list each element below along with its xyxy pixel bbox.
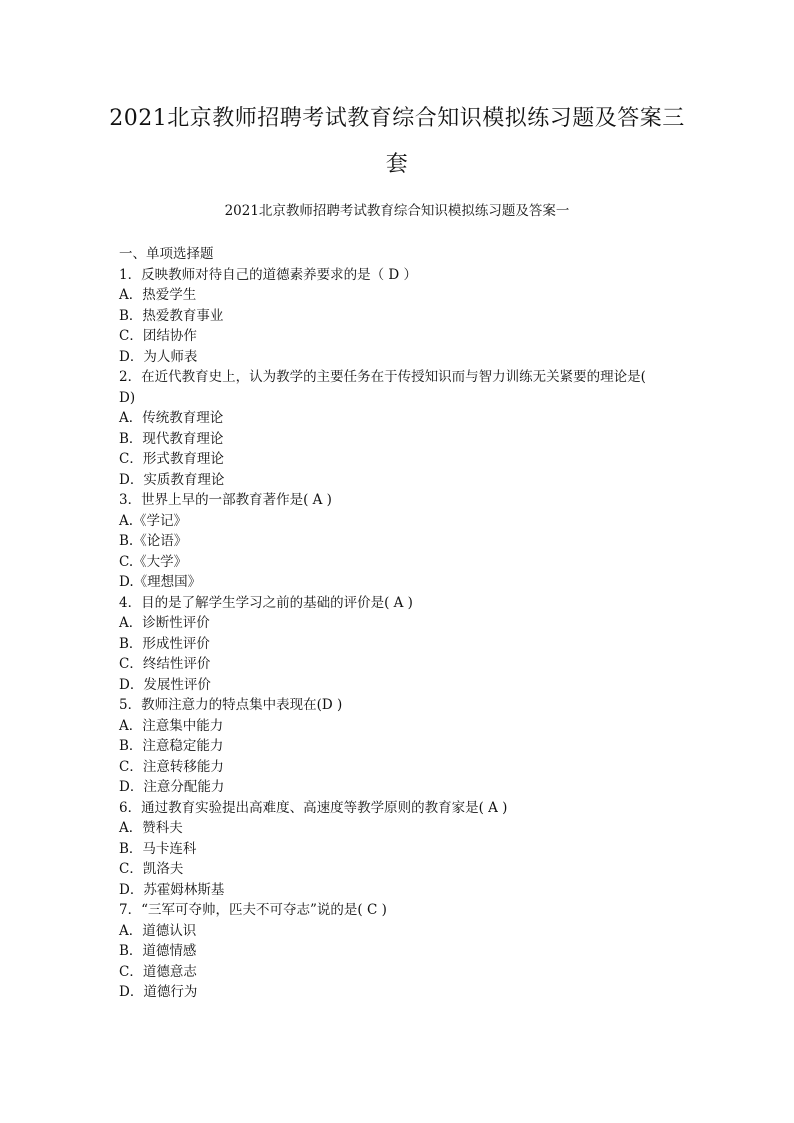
- text-line: B．道德情感: [119, 943, 197, 959]
- text-line: C．注意转移能力: [119, 758, 224, 775]
- text-line: B．现代教育理论: [119, 430, 224, 447]
- text-line: 4．目的是了解学生学习之前的基础的评价是( A ): [119, 594, 413, 611]
- text-line: D．道德行为: [119, 984, 198, 1000]
- text-line: A．赞科夫: [119, 820, 183, 836]
- text-line: B.《论语》: [119, 533, 188, 549]
- text-line: 5．教师注意力的特点集中表现在(D ): [119, 697, 343, 713]
- document-body: [119, 244, 679, 1003]
- text-line: C．团结协作: [119, 328, 197, 344]
- text-line: C.《大学》: [119, 553, 188, 570]
- document-title-line-2: 套: [385, 152, 409, 177]
- text-line: D．发展性评价: [119, 676, 211, 693]
- text-line: D．注意分配能力: [119, 779, 225, 795]
- text-line: 1．反映教师对待自己的道德素养要求的是（ D ）: [119, 266, 417, 283]
- text-line: 7．“三军可夺帅，匹夫不可夺志”说的是( C ): [119, 902, 387, 918]
- text-line: A．传统教育理论: [119, 410, 224, 426]
- document-title-line-1: 2021北京教师招聘考试教育综合知识模拟练习题及答案三: [109, 106, 685, 131]
- text-line: D．苏霍姆林斯基: [119, 881, 225, 898]
- text-line: A．诊断性评价: [119, 615, 210, 631]
- text-line: A．注意集中能力: [119, 717, 224, 734]
- text-line: B．注意稳定能力: [119, 738, 224, 754]
- text-line: B．热爱教育事业: [119, 307, 224, 324]
- text-line: D．为人师表: [119, 348, 198, 365]
- text-line: 3．世界上早的一部教育著作是( A ): [119, 492, 332, 508]
- text-line: B．马卡连科: [119, 840, 197, 857]
- text-line: 2．在近代教育史上，认为教学的主要任务在于传授知识而与智力训练无关紧要的理论是(: [119, 369, 646, 385]
- text-line: D．实质教育理论: [119, 471, 225, 488]
- text-line: C．道德意志: [119, 963, 197, 980]
- text-line: C．形式教育理论: [119, 451, 224, 467]
- text-line: C．终结性评价: [119, 656, 211, 672]
- text-line: B．形成性评价: [119, 635, 210, 652]
- document-title: [0, 96, 794, 188]
- section-heading: 一、单项选择题: [119, 246, 214, 262]
- text-line: A.《学记》: [119, 512, 188, 529]
- text-line: D.《理想国》: [119, 574, 202, 590]
- text-line: A．热爱学生: [119, 287, 197, 303]
- text-line: A．道德认识: [119, 922, 197, 939]
- text-line: D): [119, 389, 136, 406]
- text-line: 6．通过教育实验提出高难度、高速度等教学原则的教育家是( A ): [119, 799, 508, 816]
- text-line: C．凯洛夫: [119, 861, 184, 877]
- section-subtitle: 2021北京教师招聘考试教育综合知识模拟练习题及答案一: [224, 203, 570, 219]
